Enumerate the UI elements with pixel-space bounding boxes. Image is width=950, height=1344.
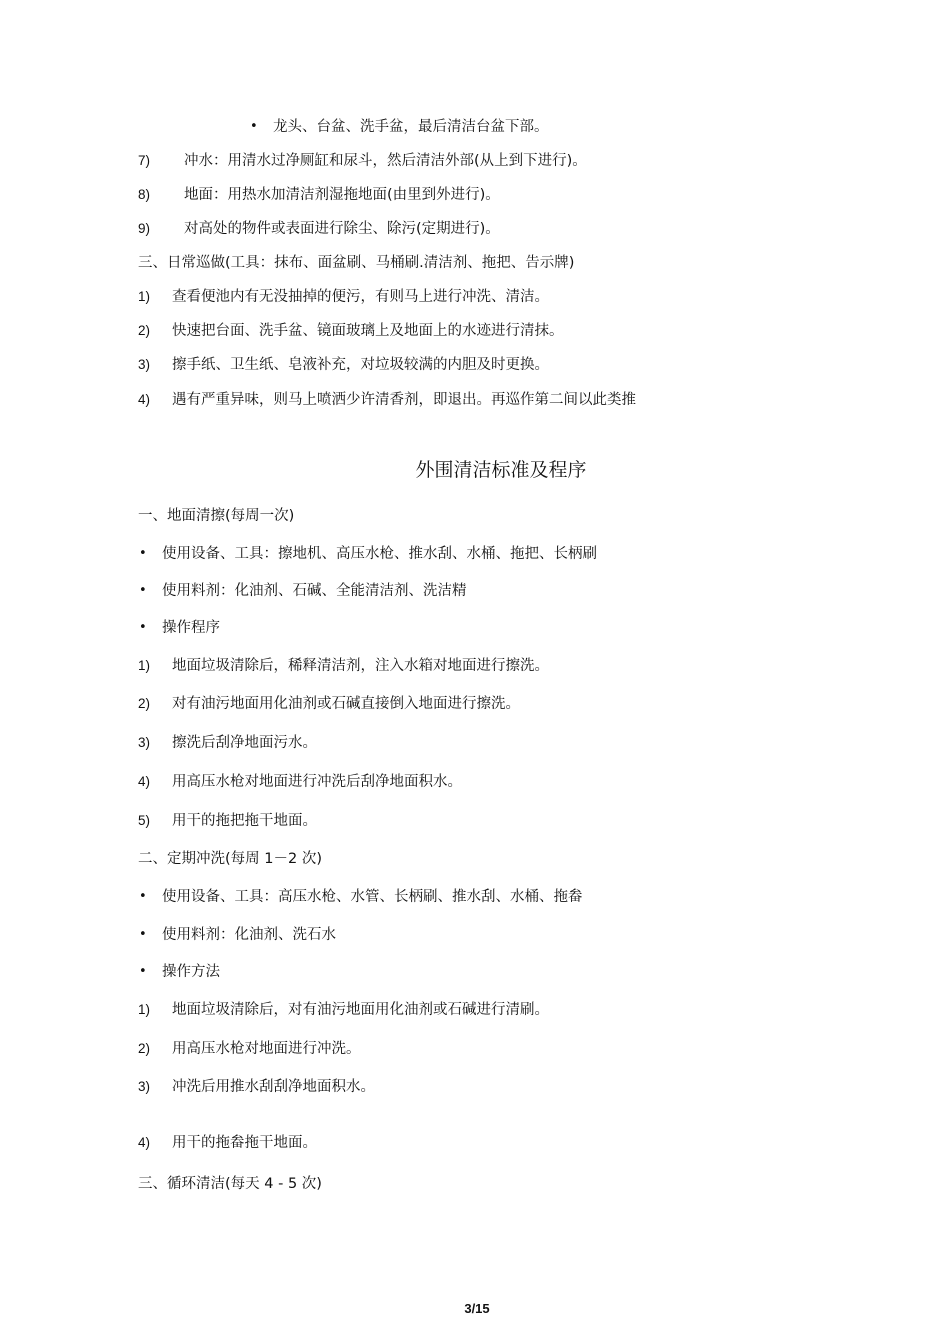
list-item-text: 擦手纸、卫生纸、皂液补充，对垃圾较满的内胆及时更换。 bbox=[172, 357, 549, 373]
list-item-text: 查看便池内有无没抽掉的便污，有则马上进行冲洗、清洁。 bbox=[172, 289, 549, 305]
section-heading-text: 三、日常巡做(工具：抹布、面盆刷、马桶刷.清洁剂、拖把、告示牌) bbox=[138, 255, 575, 271]
list-item-text: 冲水：用清水过净厕缸和尿斗，然后清洁外部(从上到下进行)。 bbox=[184, 153, 587, 169]
item-number: 4) bbox=[138, 774, 151, 789]
list-item-text: 操作程序 bbox=[162, 620, 220, 636]
list-item-text: 使用设备、工具：擦地机、高压水枪、推水刮、水桶、拖把、长柄刷 bbox=[162, 546, 597, 562]
list-item-text: 使用料剂：化油剂、洗石水 bbox=[162, 927, 336, 943]
list-item-text: 用高压水枪对地面进行冲洗。 bbox=[172, 1041, 361, 1057]
section-heading-text: 二、定期冲洗(每周 1－2 次) bbox=[138, 851, 322, 867]
item-number: 4) bbox=[138, 1135, 151, 1150]
list-item-text: 用干的拖把拖干地面。 bbox=[172, 813, 317, 829]
list-item-text: 对高处的物件或表面进行除尘、除污(定期进行)。 bbox=[184, 221, 500, 237]
list-item-text: 操作方法 bbox=[162, 964, 220, 980]
list-item-text: 地面垃圾清除后，对有油污地面用化油剂或石碱进行清刷。 bbox=[172, 1002, 549, 1018]
item-number: 9) bbox=[138, 221, 151, 236]
list-item-text: 用高压水枪对地面进行冲洗后刮净地面积水。 bbox=[172, 774, 462, 790]
bullet-marker: • bbox=[139, 620, 147, 635]
item-number: 1) bbox=[138, 1002, 151, 1017]
item-number: 3) bbox=[138, 357, 151, 372]
list-item-text: 使用设备、工具：高压水枪、水管、长柄刷、推水刮、水桶、拖畚 bbox=[162, 889, 583, 905]
item-number: 2) bbox=[138, 323, 151, 338]
bullet-marker: • bbox=[139, 964, 147, 979]
list-item-text: 擦洗后刮净地面污水。 bbox=[172, 735, 317, 751]
item-number: 3) bbox=[138, 1079, 151, 1094]
item-number: 8) bbox=[138, 187, 151, 202]
bullet-marker: • bbox=[139, 889, 147, 904]
page-number: 3/15 bbox=[464, 1301, 490, 1316]
list-item-text: 用干的拖畚拖干地面。 bbox=[172, 1135, 317, 1151]
item-number: 5) bbox=[138, 813, 151, 828]
section-heading-text: 三、循环清洁(每天 4 - 5 次) bbox=[138, 1176, 322, 1192]
item-number: 1) bbox=[138, 289, 151, 304]
list-item-text: 遇有严重异味，则马上喷洒少许清香剂，即退出。再巡作第二间以此类推 bbox=[172, 392, 636, 408]
list-item-text: 快速把台面、洗手盆、镜面玻璃上及地面上的水迹进行清抹。 bbox=[172, 323, 564, 339]
list-item-text: 地面垃圾清除后，稀释清洁剂，注入水箱对地面进行擦洗。 bbox=[172, 658, 549, 674]
bullet-marker: • bbox=[139, 546, 147, 561]
list-item-text: 冲洗后用推水刮刮净地面积水。 bbox=[172, 1079, 375, 1095]
bullet-marker: • bbox=[139, 927, 147, 942]
bullet-marker: • bbox=[139, 583, 147, 598]
item-number: 2) bbox=[138, 1041, 151, 1056]
item-number: 3) bbox=[138, 735, 151, 750]
page-title: 外围清洁标准及程序 bbox=[415, 459, 587, 481]
section-heading-text: 一、地面清擦(每周一次) bbox=[138, 508, 295, 524]
item-number: 1) bbox=[138, 658, 151, 673]
list-item-text: 对有油污地面用化油剂或石碱直接倒入地面进行擦洗。 bbox=[172, 696, 520, 712]
item-number: 4) bbox=[138, 392, 151, 407]
list-item-text: 使用料剂：化油剂、石碱、全能清洁剂、洗洁精 bbox=[162, 583, 467, 599]
bullet-marker: • bbox=[250, 119, 258, 134]
item-number: 7) bbox=[138, 153, 151, 168]
list-item-text: 地面：用热水加清洁剂湿拖地面(由里到外进行)。 bbox=[184, 187, 500, 203]
item-number: 2) bbox=[138, 696, 151, 711]
list-item-text: 龙头、台盆、洗手盆，最后清洁台盆下部。 bbox=[273, 119, 549, 135]
